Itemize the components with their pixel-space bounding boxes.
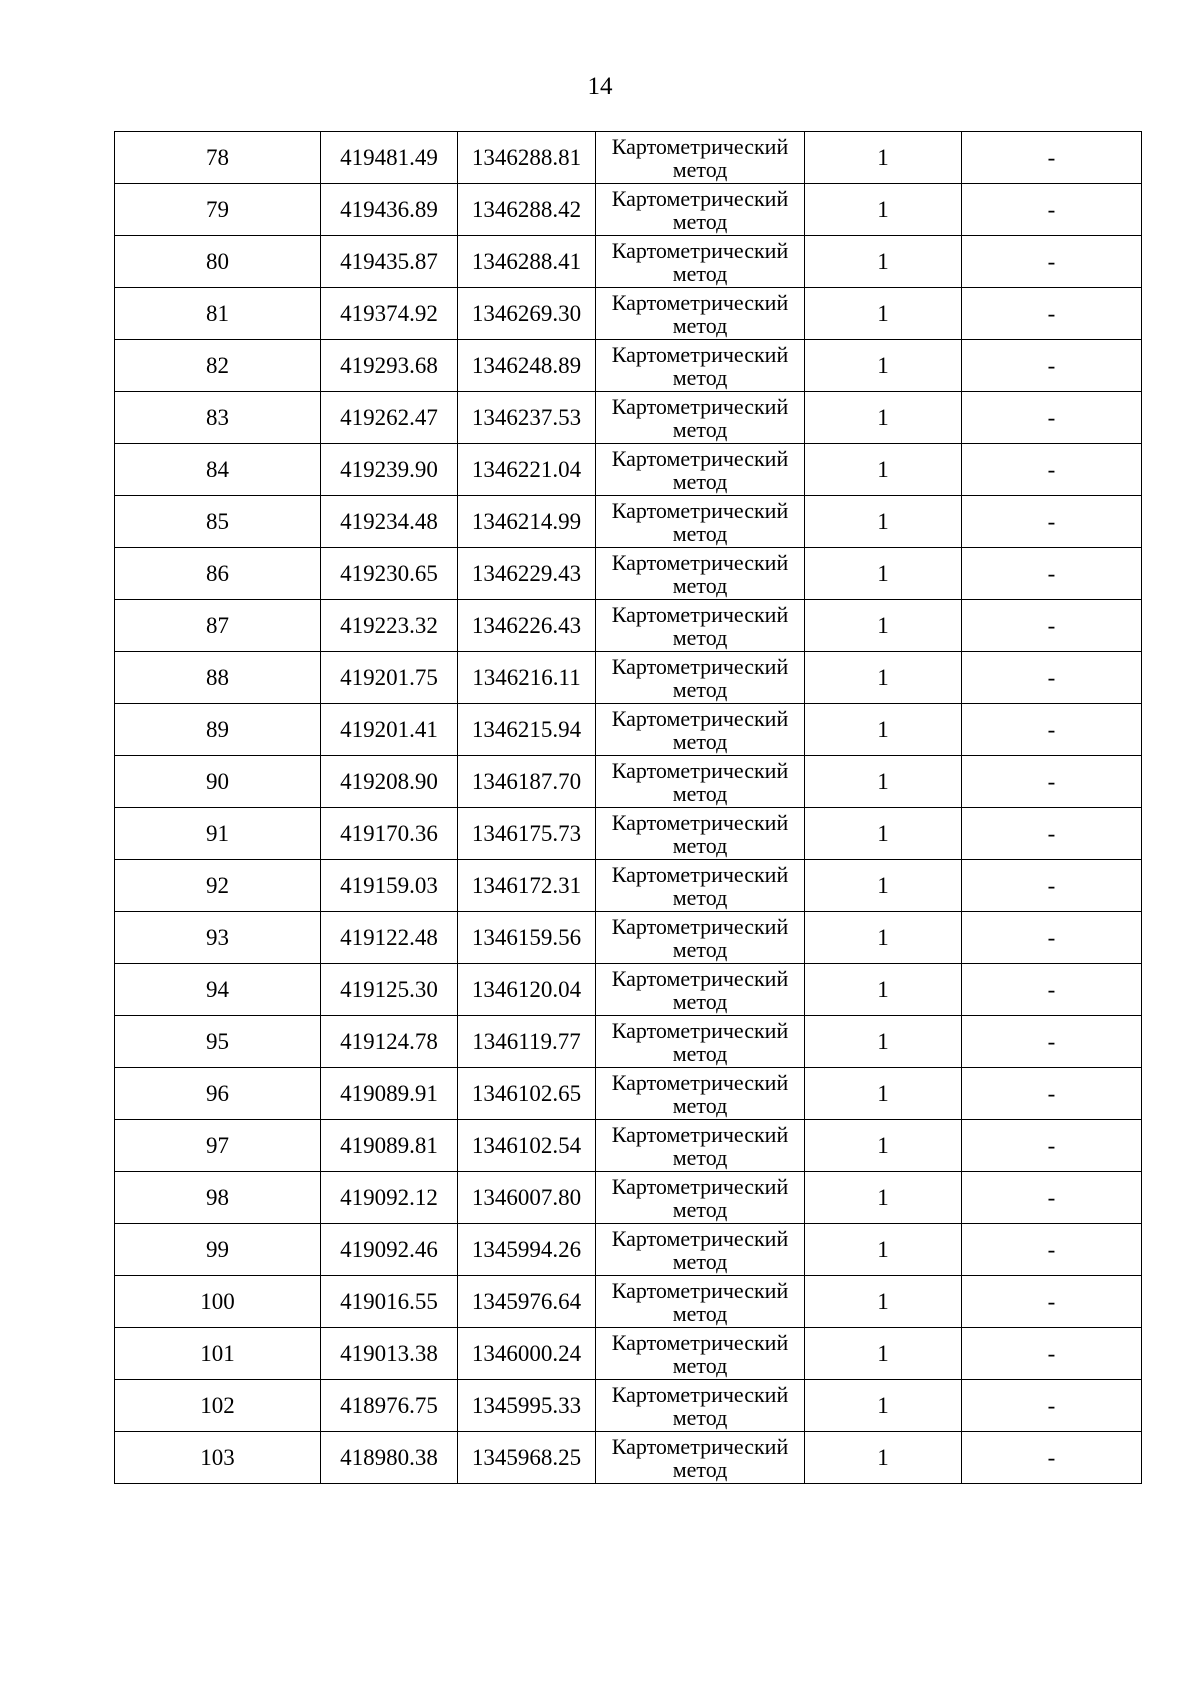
- method-line1: Картометрический: [611, 289, 789, 315]
- point-number-cell: 81: [115, 288, 321, 340]
- method-line1: Картометрический: [611, 497, 789, 523]
- method-line2: метод: [672, 1144, 728, 1170]
- x-coordinate-cell: 419089.91: [321, 1068, 458, 1120]
- accuracy-cell: 1: [805, 652, 962, 704]
- x-coordinate-cell: 419124.78: [321, 1016, 458, 1068]
- table-row: [115, 808, 1142, 860]
- table-row: [115, 1224, 1142, 1276]
- y-coordinate-cell: 1346215.94: [458, 704, 596, 756]
- point-number-cell: 83: [115, 392, 321, 444]
- point-number-cell: 78: [115, 132, 321, 184]
- method-cell: [596, 1016, 805, 1068]
- accuracy-cell: 1: [805, 1120, 962, 1172]
- point-number-cell: 97: [115, 1120, 321, 1172]
- method-line2: метод: [672, 520, 728, 546]
- note-cell: -: [962, 496, 1142, 548]
- note-cell: -: [962, 600, 1142, 652]
- table-row: [115, 340, 1142, 392]
- note-cell: -: [962, 548, 1142, 600]
- note-cell: -: [962, 340, 1142, 392]
- point-number-cell: 82: [115, 340, 321, 392]
- method-line1: Картометрический: [611, 965, 789, 991]
- point-number-cell: 89: [115, 704, 321, 756]
- method-line1: Картометрический: [611, 861, 789, 887]
- method-line2: метод: [672, 1404, 728, 1430]
- note-cell: -: [962, 808, 1142, 860]
- method-line2: метод: [672, 416, 728, 442]
- accuracy-cell: 1: [805, 392, 962, 444]
- x-coordinate-cell: 419089.81: [321, 1120, 458, 1172]
- x-coordinate-cell: 419125.30: [321, 964, 458, 1016]
- table-row: [115, 548, 1142, 600]
- method-cell: [596, 1068, 805, 1120]
- point-number-cell: 80: [115, 236, 321, 288]
- method-line2: метод: [672, 312, 728, 338]
- table-row: [115, 1276, 1142, 1328]
- note-cell: -: [962, 704, 1142, 756]
- method-line1: Картометрический: [611, 809, 789, 835]
- method-line2: метод: [672, 832, 728, 858]
- method-line1: Картометрический: [611, 601, 789, 627]
- table-row: [115, 288, 1142, 340]
- table-row: [115, 1172, 1142, 1224]
- y-coordinate-cell: 1346007.80: [458, 1172, 596, 1224]
- note-cell: -: [962, 1068, 1142, 1120]
- x-coordinate-cell: 419016.55: [321, 1276, 458, 1328]
- y-coordinate-cell: 1346216.11: [458, 652, 596, 704]
- table-row: [115, 444, 1142, 496]
- x-coordinate-cell: 419122.48: [321, 912, 458, 964]
- method-line1: Картометрический: [611, 653, 789, 679]
- point-number-cell: 94: [115, 964, 321, 1016]
- method-cell: [596, 288, 805, 340]
- note-cell: -: [962, 652, 1142, 704]
- method-cell: [596, 340, 805, 392]
- method-line1: Картометрический: [611, 1121, 789, 1147]
- point-number-cell: 91: [115, 808, 321, 860]
- method-cell: [596, 756, 805, 808]
- table-row: [115, 184, 1142, 236]
- point-number-cell: 102: [115, 1380, 321, 1432]
- note-cell: -: [962, 1328, 1142, 1380]
- method-line2: метод: [672, 988, 728, 1014]
- x-coordinate-cell: 419170.36: [321, 808, 458, 860]
- y-coordinate-cell: 1346288.41: [458, 236, 596, 288]
- x-coordinate-cell: 419435.87: [321, 236, 458, 288]
- point-number-cell: 95: [115, 1016, 321, 1068]
- y-coordinate-cell: 1346237.53: [458, 392, 596, 444]
- method-line1: Картометрический: [611, 393, 789, 419]
- point-number-cell: 101: [115, 1328, 321, 1380]
- method-cell: [596, 860, 805, 912]
- coordinates-table: [114, 131, 1142, 1484]
- note-cell: -: [962, 1432, 1142, 1484]
- point-number-cell: 85: [115, 496, 321, 548]
- method-cell: [596, 1328, 805, 1380]
- note-cell: -: [962, 1016, 1142, 1068]
- table-row: [115, 652, 1142, 704]
- point-number-cell: 99: [115, 1224, 321, 1276]
- table-row: [115, 756, 1142, 808]
- y-coordinate-cell: 1346119.77: [458, 1016, 596, 1068]
- note-cell: -: [962, 964, 1142, 1016]
- y-coordinate-cell: 1346120.04: [458, 964, 596, 1016]
- table-row: [115, 1432, 1142, 1484]
- method-line2: метод: [672, 1248, 728, 1274]
- point-number-cell: 90: [115, 756, 321, 808]
- table-row: [115, 1068, 1142, 1120]
- y-coordinate-cell: 1346288.81: [458, 132, 596, 184]
- method-line2: метод: [672, 156, 728, 182]
- x-coordinate-cell: 418976.75: [321, 1380, 458, 1432]
- note-cell: -: [962, 1276, 1142, 1328]
- point-number-cell: 96: [115, 1068, 321, 1120]
- note-cell: -: [962, 1120, 1142, 1172]
- method-cell: [596, 1432, 805, 1484]
- x-coordinate-cell: 419481.49: [321, 132, 458, 184]
- method-cell: [596, 496, 805, 548]
- method-cell: [596, 964, 805, 1016]
- method-line1: Картометрический: [611, 445, 789, 471]
- accuracy-cell: 1: [805, 496, 962, 548]
- accuracy-cell: 1: [805, 964, 962, 1016]
- method-cell: [596, 808, 805, 860]
- method-line2: метод: [672, 780, 728, 806]
- method-line2: метод: [672, 624, 728, 650]
- method-cell: [596, 444, 805, 496]
- method-cell: [596, 236, 805, 288]
- table-row: [115, 132, 1142, 184]
- y-coordinate-cell: 1346102.54: [458, 1120, 596, 1172]
- method-line2: метод: [672, 364, 728, 390]
- method-line1: Картометрический: [611, 1433, 789, 1459]
- table-row: [115, 1380, 1142, 1432]
- y-coordinate-cell: 1346102.65: [458, 1068, 596, 1120]
- method-cell: [596, 392, 805, 444]
- accuracy-cell: 1: [805, 236, 962, 288]
- method-line1: Картометрический: [611, 549, 789, 575]
- method-cell: [596, 1172, 805, 1224]
- accuracy-cell: 1: [805, 1432, 962, 1484]
- y-coordinate-cell: 1346269.30: [458, 288, 596, 340]
- method-line2: метод: [672, 936, 728, 962]
- table-row: [115, 860, 1142, 912]
- table-row: [115, 964, 1142, 1016]
- method-cell: [596, 1120, 805, 1172]
- note-cell: -: [962, 288, 1142, 340]
- note-cell: -: [962, 184, 1142, 236]
- point-number-cell: 100: [115, 1276, 321, 1328]
- method-line2: метод: [672, 1352, 728, 1378]
- method-cell: [596, 132, 805, 184]
- x-coordinate-cell: 419013.38: [321, 1328, 458, 1380]
- accuracy-cell: 1: [805, 184, 962, 236]
- accuracy-cell: 1: [805, 1172, 962, 1224]
- table-row: [115, 912, 1142, 964]
- note-cell: -: [962, 1224, 1142, 1276]
- accuracy-cell: 1: [805, 1328, 962, 1380]
- accuracy-cell: 1: [805, 340, 962, 392]
- x-coordinate-cell: 418980.38: [321, 1432, 458, 1484]
- note-cell: -: [962, 1380, 1142, 1432]
- method-line2: метод: [672, 1092, 728, 1118]
- y-coordinate-cell: 1346248.89: [458, 340, 596, 392]
- method-line2: метод: [672, 676, 728, 702]
- note-cell: -: [962, 132, 1142, 184]
- accuracy-cell: 1: [805, 912, 962, 964]
- y-coordinate-cell: 1346288.42: [458, 184, 596, 236]
- method-line2: метод: [672, 208, 728, 234]
- y-coordinate-cell: 1345976.64: [458, 1276, 596, 1328]
- note-cell: -: [962, 1172, 1142, 1224]
- accuracy-cell: 1: [805, 1068, 962, 1120]
- x-coordinate-cell: 419436.89: [321, 184, 458, 236]
- point-number-cell: 87: [115, 600, 321, 652]
- x-coordinate-cell: 419239.90: [321, 444, 458, 496]
- x-coordinate-cell: 419159.03: [321, 860, 458, 912]
- note-cell: -: [962, 444, 1142, 496]
- accuracy-cell: 1: [805, 860, 962, 912]
- x-coordinate-cell: 419201.75: [321, 652, 458, 704]
- point-number-cell: 86: [115, 548, 321, 600]
- note-cell: -: [962, 860, 1142, 912]
- y-coordinate-cell: 1346229.43: [458, 548, 596, 600]
- accuracy-cell: 1: [805, 1224, 962, 1276]
- point-number-cell: 84: [115, 444, 321, 496]
- point-number-cell: 92: [115, 860, 321, 912]
- method-line2: метод: [672, 1040, 728, 1066]
- method-line1: Картометрический: [611, 1277, 789, 1303]
- method-line2: метод: [672, 884, 728, 910]
- table-row: [115, 392, 1142, 444]
- accuracy-cell: 1: [805, 808, 962, 860]
- table-body: [115, 132, 1142, 1484]
- accuracy-cell: 1: [805, 1276, 962, 1328]
- method-cell: [596, 184, 805, 236]
- y-coordinate-cell: 1345968.25: [458, 1432, 596, 1484]
- accuracy-cell: 1: [805, 1016, 962, 1068]
- method-line2: метод: [672, 1196, 728, 1222]
- accuracy-cell: 1: [805, 548, 962, 600]
- method-line2: метод: [672, 728, 728, 754]
- x-coordinate-cell: 419374.92: [321, 288, 458, 340]
- method-line1: Картометрический: [611, 237, 789, 263]
- table-row: [115, 1016, 1142, 1068]
- x-coordinate-cell: 419262.47: [321, 392, 458, 444]
- y-coordinate-cell: 1346214.99: [458, 496, 596, 548]
- method-line1: Картометрический: [611, 1329, 789, 1355]
- table-row: [115, 1120, 1142, 1172]
- method-line1: Картометрический: [611, 705, 789, 731]
- y-coordinate-cell: 1346159.56: [458, 912, 596, 964]
- method-cell: [596, 1224, 805, 1276]
- point-number-cell: 88: [115, 652, 321, 704]
- y-coordinate-cell: 1345994.26: [458, 1224, 596, 1276]
- method-line1: Картометрический: [611, 341, 789, 367]
- point-number-cell: 98: [115, 1172, 321, 1224]
- point-number-cell: 79: [115, 184, 321, 236]
- table-row: [115, 1328, 1142, 1380]
- note-cell: -: [962, 236, 1142, 288]
- x-coordinate-cell: 419293.68: [321, 340, 458, 392]
- accuracy-cell: 1: [805, 132, 962, 184]
- accuracy-cell: 1: [805, 756, 962, 808]
- method-line1: Картометрический: [611, 1017, 789, 1043]
- note-cell: -: [962, 912, 1142, 964]
- method-line2: метод: [672, 572, 728, 598]
- accuracy-cell: 1: [805, 288, 962, 340]
- x-coordinate-cell: 419234.48: [321, 496, 458, 548]
- method-line1: Картометрический: [611, 913, 789, 939]
- method-line1: Картометрический: [611, 1225, 789, 1251]
- y-coordinate-cell: 1346221.04: [458, 444, 596, 496]
- method-cell: [596, 600, 805, 652]
- accuracy-cell: 1: [805, 600, 962, 652]
- table-row: [115, 496, 1142, 548]
- x-coordinate-cell: 419092.12: [321, 1172, 458, 1224]
- method-line2: метод: [672, 1300, 728, 1326]
- x-coordinate-cell: 419230.65: [321, 548, 458, 600]
- accuracy-cell: 1: [805, 1380, 962, 1432]
- y-coordinate-cell: 1346172.31: [458, 860, 596, 912]
- method-cell: [596, 1276, 805, 1328]
- x-coordinate-cell: 419223.32: [321, 600, 458, 652]
- y-coordinate-cell: 1346175.73: [458, 808, 596, 860]
- method-line2: метод: [672, 1456, 728, 1482]
- method-line1: Картометрический: [611, 1381, 789, 1407]
- table-row: [115, 704, 1142, 756]
- method-line1: Картометрический: [611, 133, 789, 159]
- page-number: 14: [587, 73, 613, 100]
- method-line2: метод: [672, 468, 728, 494]
- y-coordinate-cell: 1346226.43: [458, 600, 596, 652]
- x-coordinate-cell: 419092.46: [321, 1224, 458, 1276]
- method-line1: Картометрический: [611, 185, 789, 211]
- method-cell: [596, 1380, 805, 1432]
- method-cell: [596, 652, 805, 704]
- method-cell: [596, 912, 805, 964]
- accuracy-cell: 1: [805, 444, 962, 496]
- table-row: [115, 236, 1142, 288]
- method-line2: метод: [672, 260, 728, 286]
- point-number-cell: 93: [115, 912, 321, 964]
- y-coordinate-cell: 1346187.70: [458, 756, 596, 808]
- point-number-cell: 103: [115, 1432, 321, 1484]
- method-cell: [596, 548, 805, 600]
- accuracy-cell: 1: [805, 704, 962, 756]
- table-row: [115, 600, 1142, 652]
- method-line1: Картометрический: [611, 1069, 789, 1095]
- x-coordinate-cell: 419201.41: [321, 704, 458, 756]
- y-coordinate-cell: 1346000.24: [458, 1328, 596, 1380]
- method-cell: [596, 704, 805, 756]
- y-coordinate-cell: 1345995.33: [458, 1380, 596, 1432]
- method-line1: Картометрический: [611, 1173, 789, 1199]
- method-line1: Картометрический: [611, 757, 789, 783]
- note-cell: -: [962, 392, 1142, 444]
- note-cell: -: [962, 756, 1142, 808]
- x-coordinate-cell: 419208.90: [321, 756, 458, 808]
